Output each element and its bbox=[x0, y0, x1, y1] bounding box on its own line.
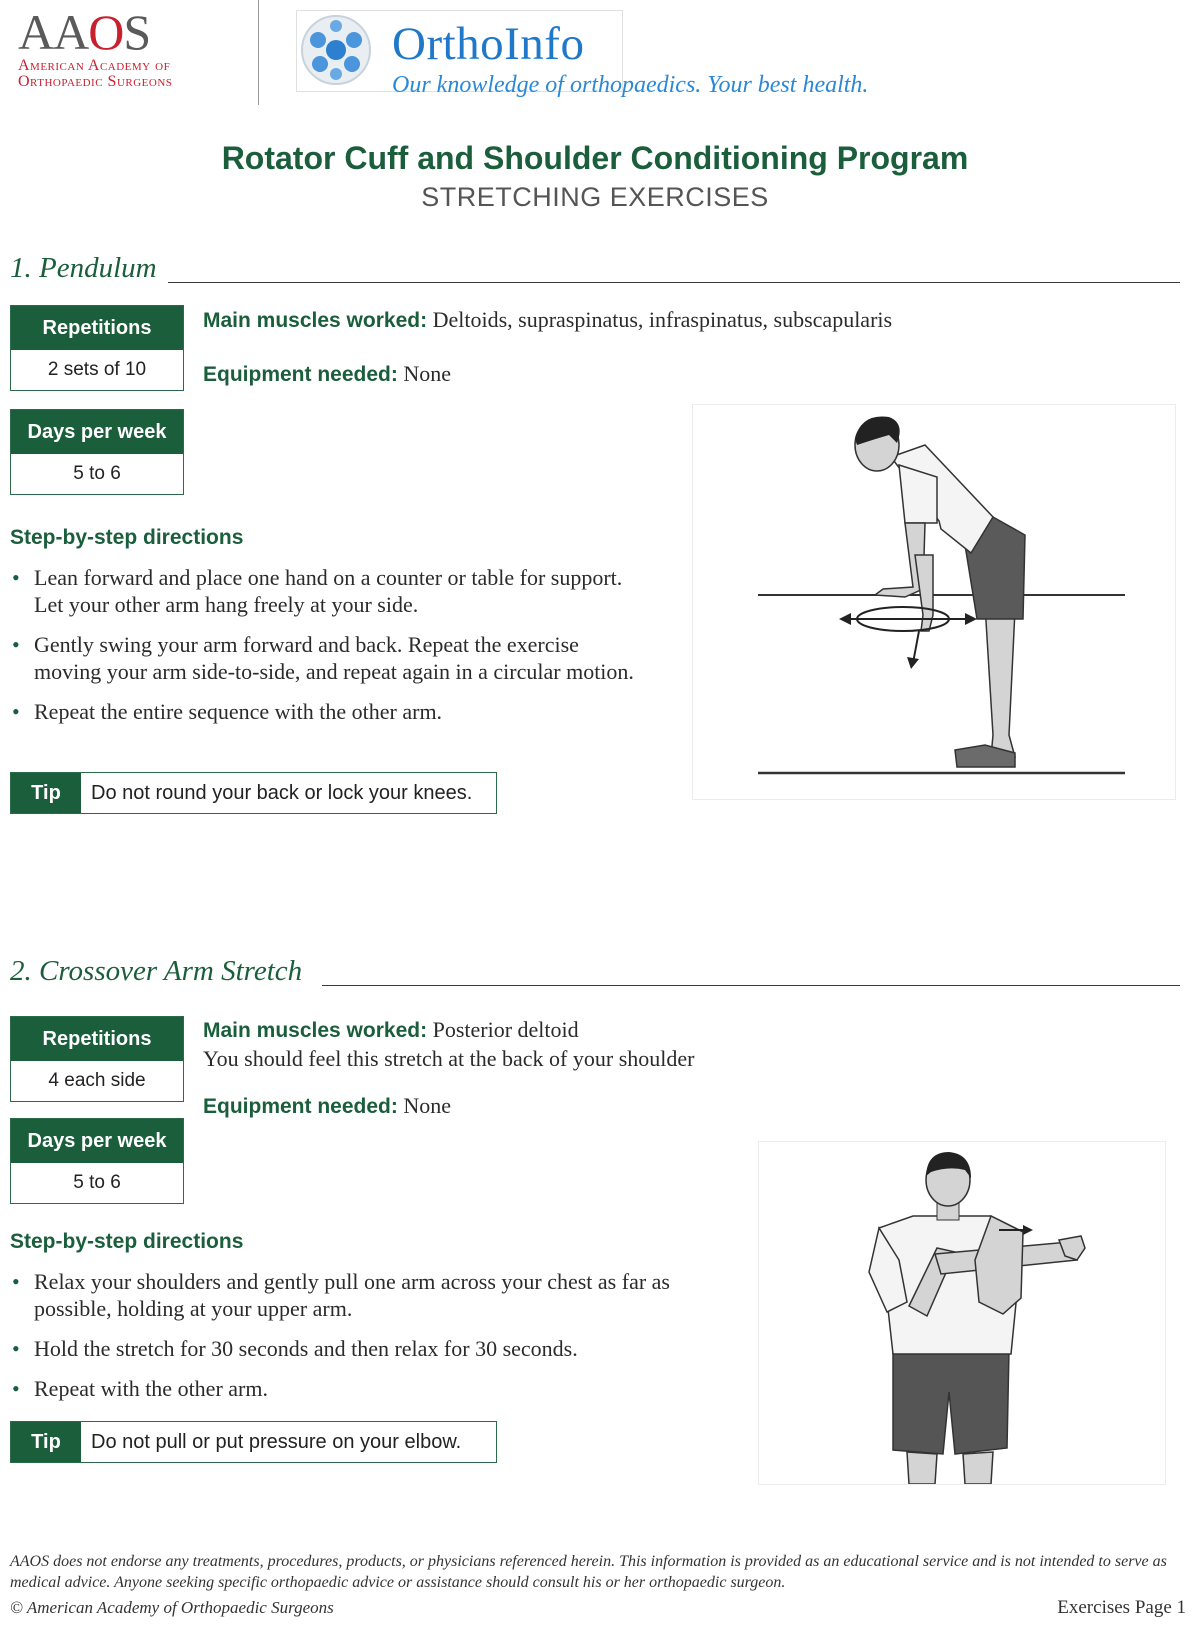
days-value: 5 to 6 bbox=[73, 463, 121, 484]
orthoinfo-name: OrthoInfo bbox=[392, 18, 585, 70]
equipment-value: None bbox=[403, 1093, 452, 1118]
header-divider bbox=[258, 0, 259, 105]
exercise-2-rule bbox=[322, 985, 1180, 986]
step-item: • Hold the stretch for 30 seconds and then relax for 30 seconds. bbox=[10, 1335, 750, 1362]
exercise-2-heading: 2. Crossover Arm Stretch bbox=[10, 955, 303, 987]
days-label: Days per week bbox=[11, 1119, 183, 1163]
exercise-2-equipment bbox=[203, 1092, 451, 1121]
exercise-1-rule bbox=[168, 282, 1180, 283]
exercise-1-equipment bbox=[203, 360, 451, 389]
exercise-2-days-box bbox=[10, 1118, 184, 1204]
muscles-label: Main muscles worked: bbox=[203, 1019, 428, 1042]
page-title: Rotator Cuff and Shoulder Conditioning Program bbox=[221, 140, 969, 176]
equipment-label: Equipment needed: bbox=[203, 363, 398, 386]
tip-label: Tip bbox=[11, 773, 81, 813]
disclaimer-text: AAOS does not endorse any treatments, procedures, products, or physicians referenced herein. This information is provided as an educational service and is not intended to serve as medical advice. Anyone seeking specific orthopaedic advice or assistance should consult his or her orthopaedic surgeon. bbox=[10, 1553, 1167, 1591]
exercise-2-tip bbox=[10, 1421, 497, 1463]
reps-value: 2 sets of 10 bbox=[47, 359, 147, 380]
exercise-2-reps-box bbox=[10, 1016, 184, 1102]
pendulum-illustration bbox=[692, 404, 1176, 800]
aaos-name-line2: Orthopaedic Surgeons bbox=[18, 73, 173, 90]
reps-label: Repetitions bbox=[11, 1017, 183, 1061]
step-item: • Lean forward and place one hand on a counter or table for support. Let your other arm hang freely at your side. bbox=[10, 564, 650, 618]
ball-logo-icon bbox=[298, 12, 374, 88]
step-item: • Relax your shoulders and gently pull one arm across your chest as far as possible, holding at your upper arm. bbox=[10, 1268, 750, 1322]
equipment-value: None bbox=[403, 361, 452, 386]
aaos-wordmark: AAOS bbox=[18, 4, 151, 60]
exercise-2-muscles bbox=[203, 1016, 963, 1073]
exercise-2-directions-heading: Step-by-step directions bbox=[10, 1230, 244, 1253]
page-number: Exercises Page 1 bbox=[1057, 1597, 1186, 1618]
crossover-stretch-illustration bbox=[758, 1141, 1166, 1485]
reps-value: 4 each side bbox=[48, 1070, 146, 1091]
exercise-1-tip bbox=[10, 772, 497, 814]
copyright-text: © American Academy of Orthopaedic Surgeons bbox=[10, 1598, 334, 1617]
exercise-1-days-box bbox=[10, 409, 184, 495]
exercise-1-muscles bbox=[203, 306, 963, 335]
step-item: • Repeat with the other arm. bbox=[10, 1375, 750, 1402]
exercise-2-steps bbox=[10, 1268, 750, 1415]
step-item: • Gently swing your arm forward and back. Repeat the exercise moving your arm side-to-side, and repeat again in a circular motion. bbox=[10, 631, 650, 685]
tip-text: Do not pull or put pressure on your elbow. bbox=[91, 1431, 462, 1453]
exercise-1-heading: 1. Pendulum bbox=[10, 252, 157, 284]
reps-label: Repetitions bbox=[11, 306, 183, 350]
muscles-label: Main muscles worked: bbox=[203, 309, 428, 332]
tip-label: Tip bbox=[11, 1422, 81, 1462]
tip-text: Do not round your back or lock your knees. bbox=[91, 782, 473, 804]
exercise-1-directions-heading: Step-by-step directions bbox=[10, 526, 244, 549]
aaos-name-line1: American Academy of bbox=[18, 57, 171, 74]
muscles-value: Posterior deltoid bbox=[432, 1017, 579, 1042]
exercise-1-reps-box bbox=[10, 305, 184, 391]
days-value: 5 to 6 bbox=[73, 1172, 121, 1193]
orthoinfo-tagline: Our knowledge of orthopaedics. Your best health. bbox=[392, 72, 869, 98]
page-subtitle: STRETCHING EXERCISES bbox=[421, 182, 769, 212]
days-label: Days per week bbox=[11, 410, 183, 454]
step-item: • Repeat the entire sequence with the other arm. bbox=[10, 698, 650, 725]
muscles-note: You should feel this stretch at the back of your shoulder bbox=[203, 1046, 695, 1071]
muscles-value: Deltoids, supraspinatus, infraspinatus, subscapularis bbox=[432, 307, 893, 332]
aaos-logo bbox=[18, 6, 172, 90]
exercise-1-steps bbox=[10, 564, 650, 738]
equipment-label: Equipment needed: bbox=[203, 1095, 398, 1118]
